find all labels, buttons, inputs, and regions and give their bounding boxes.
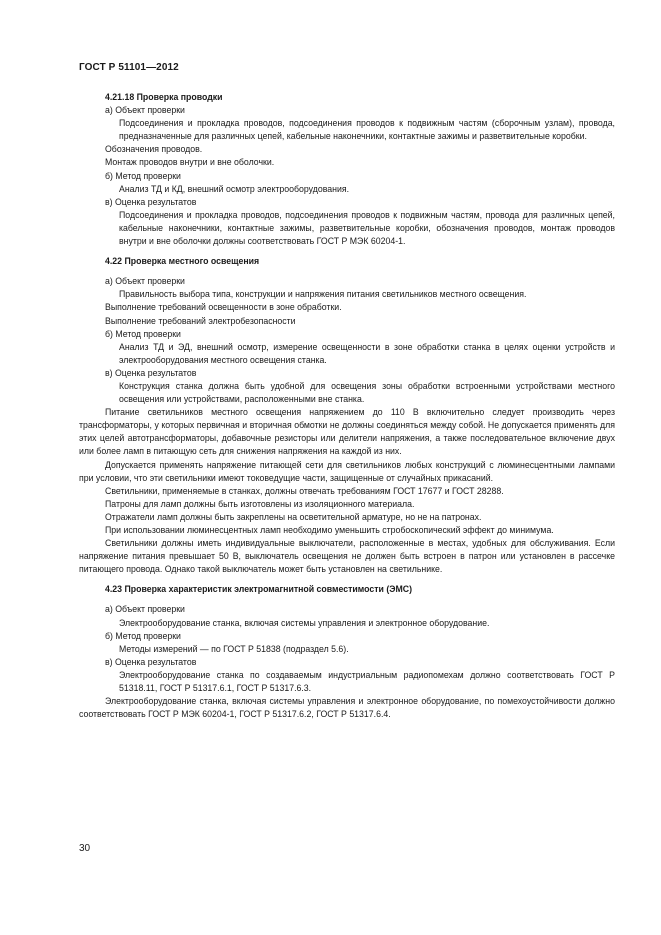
- item-b-text: Анализ ТД и ЭД, внешний осмотр, измерение освещенности в зоне обработки станка в целях оценки устройств и электрооборудования местного освещения станка.: [119, 341, 615, 365]
- item-a-text: Электрооборудование станка, включая системы управления и электронное оборудование.: [119, 617, 490, 628]
- item-c-label: в) Оценка результатов: [105, 656, 197, 667]
- item-a-label: а) Объект проверки: [105, 276, 185, 287]
- page-number: 30: [79, 843, 91, 854]
- paragraph: Электрооборудование станка, включая системы управления и электронное оборудование, по помехоустойчивости должно соответствовать ГОСТ Р МЭК 60204-1, ГОСТ Р 51317.6.2, ГОСТ Р 51317.6.4.: [79, 696, 615, 720]
- paragraph: Допускается применять напряжение питающей сети для светильников любых конструкций с люминесцентными лампами при условии, что эти светильники имеют токоведущие части, защищенные от случайных прикасаний.: [79, 459, 615, 483]
- paragraph: Светильники, применяемые в станках, должны отвечать требованиям ГОСТ 17677 и ГОСТ 28288.: [105, 485, 504, 496]
- item-c-text: Электрооборудование станка по создаваемым индустриальным радиопомехам должно соответствовать ГОСТ Р 51318.11, ГОСТ Р 51317.6.1, ГОСТ Р 51317.6.3.: [119, 669, 615, 694]
- paragraph: Патроны для ламп должны быть изготовлены из изоляционного материала.: [105, 498, 415, 509]
- section-heading-4-21-18: 4.21.18 Проверка проводки: [105, 92, 223, 102]
- item-b-label: б) Метод проверки: [105, 170, 181, 181]
- item-a-extra: Выполнение требований освещенности в зоне обработки.: [105, 302, 342, 313]
- paragraph: Светильники должны иметь индивидуальные выключатели, расположенные в местах, удобных для обслуживания. Если напряжение питания превышает 50 В, выключатель освещения не должен быть встроен в патрон или установлен в рассечке питающего провода. Однако такой выключатель может быть установлен на светильнике.: [79, 538, 615, 575]
- item-b-label: б) Метод проверки: [105, 630, 181, 641]
- item-c-label: в) Оценка результатов: [105, 367, 197, 378]
- item-b-label: б) Метод проверки: [105, 328, 181, 339]
- item-a-text: Подсоединения и прокладка проводов, подсоединения проводов к подвижным частям (сборочным узлам), провода, предназначенные для различных цепей, кабельные наконечники, контактные зажимы и разветвительные коробки.: [119, 118, 615, 142]
- item-a-extra: Обозначения проводов.: [105, 144, 203, 155]
- document-header: ГОСТ Р 51101—2012: [79, 62, 179, 73]
- document-body: [79, 91, 615, 721]
- item-b-text: Анализ ТД и КД, внешний осмотр электрооборудования.: [119, 183, 350, 194]
- item-a-label: а) Объект проверки: [105, 604, 185, 615]
- paragraph: Питание светильников местного освещения напряжением до 110 В включительно следует производить через трансформаторы, у которых первичная и вторичная обмотки не должны соединяться между собой. Не допускается применять для этих целей автотрансформаторы, добавочные резисторы или делители напряжения, а также последовательное включение двух или более ламп в питающую сеть для снижения напряжения на каждой из них.: [79, 407, 615, 457]
- item-a-text: Правильность выбора типа, конструкции и напряжения питания светильников местного освещения.: [119, 289, 527, 300]
- item-c-label: в) Оценка результатов: [105, 196, 197, 207]
- item-c-text: Подсоединения и прокладка проводов, подсоединения проводов к подвижным частям, провода для различных цепей, кабельные наконечники, контактные зажимы, разветвительные коробки, обозначения проводов, монтаж проводов внутри и вне оболочки должны соответствовать ГОСТ Р МЭК 60204-1.: [119, 209, 615, 247]
- section-heading-4-23: 4.23 Проверка характеристик электромагнитной совместимости (ЭМС): [105, 584, 412, 595]
- item-b-text: Методы измерений — по ГОСТ Р 51838 (подраздел 5.6).: [119, 643, 349, 654]
- section-heading-4-22: 4.22 Проверка местного освещения: [105, 256, 260, 267]
- paragraph: При использовании люминесцентных ламп необходимо уменьшить стробоскопический эффект до минимума.: [105, 525, 554, 535]
- paragraph: Отражатели ламп должны быть закреплены на осветительной арматуре, но не на патронах.: [105, 511, 482, 522]
- item-c-text: Конструкция станка должна быть удобной для освещения зоны обработки встроенными устройствами местного освещения или устройствами, расположенными вне станка.: [119, 380, 615, 405]
- item-a-extra: Выполнение требований электробезопасности: [105, 315, 296, 326]
- item-a-extra: Монтаж проводов внутри и вне оболочки.: [105, 157, 275, 168]
- item-a-label: а) Объект проверки: [105, 105, 185, 116]
